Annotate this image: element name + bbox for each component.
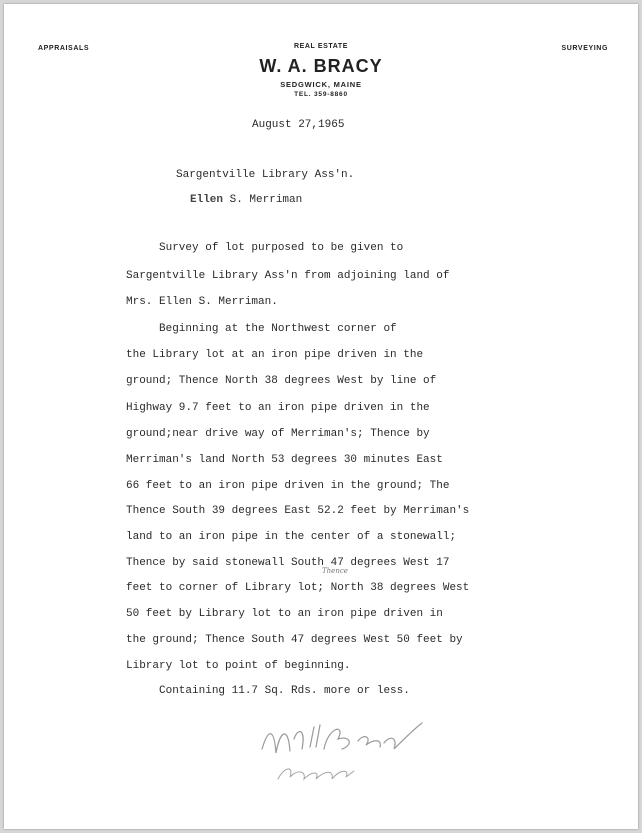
body-line: Library lot to point of beginning. (126, 660, 351, 672)
letterhead-surveying: SURVEYING (561, 45, 608, 52)
body-line: Merriman's land North 53 degrees 30 minutes East (126, 454, 443, 466)
body-line: Sargentville Library Ass'n from adjoining land of (126, 270, 450, 282)
body-line: 50 feet by Library lot to an iron pipe driven in (126, 608, 443, 620)
body-line: Beginning at the Northwest corner of (126, 323, 397, 335)
body-line: the Library lot at an iron pipe driven in the (126, 349, 424, 361)
handwritten-insert: Thence (322, 567, 348, 575)
body-line: Survey of lot purposed to be given to (126, 242, 404, 254)
body-line: Highway 9.7 feet to an iron pipe driven in the (126, 402, 430, 414)
letter-page (4, 4, 638, 829)
letterhead-name: W. A. BRACY (259, 56, 383, 76)
letterhead-appraisals: APPRAISALS (38, 45, 90, 52)
letterhead-telephone: TEL. 359-8860 (294, 91, 348, 98)
addressee-line-2-rest: S. Merriman (223, 194, 303, 206)
body-line: Thence South 39 degrees East 52.2 feet by Merriman's (126, 505, 470, 517)
letterhead-real-estate: REAL ESTATE (293, 43, 349, 50)
struck-word: Ellen (190, 194, 224, 206)
signature (254, 709, 434, 789)
body-line: the ground; Thence South 47 degrees West 50 feet by (126, 634, 463, 646)
addressee-line-1: Sargentville Library Ass'n. (176, 169, 355, 181)
body-line: Mrs. Ellen S. Merriman. (126, 296, 278, 308)
body-line: Containing 11.7 Sq. Rds. more or less. (126, 685, 410, 697)
body-line: feet to corner of Library lot; North 38 degrees West (126, 582, 470, 594)
addressee-line-2 (190, 194, 302, 206)
body-line: Thence by said stonewall South 47 degrees West 17 (126, 557, 450, 569)
body-line: ground; Thence North 38 degrees West by line of (126, 375, 437, 387)
letterhead-address: SEDGWICK, MAINE (280, 80, 362, 89)
body-line: land to an iron pipe in the center of a stonewall; (126, 531, 457, 543)
body-line: ground;near drive way of Merriman's; Thence by (126, 428, 430, 440)
body-line: 66 feet to an iron pipe driven in the ground; The (126, 480, 450, 492)
letter-date: August 27,1965 (252, 119, 345, 131)
